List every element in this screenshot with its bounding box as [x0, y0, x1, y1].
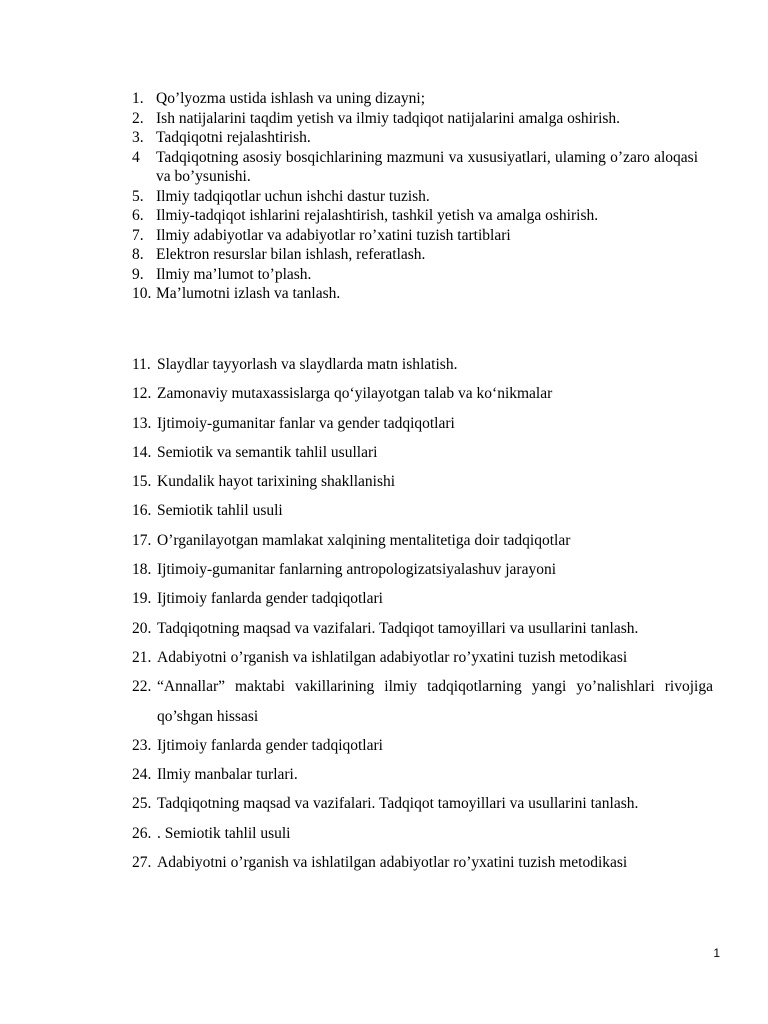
page-number: 1 [713, 946, 720, 960]
list-item [132, 848, 713, 877]
list-item-text: Qo’lyozma ustida ishlash va uning dizayni; [156, 90, 426, 107]
list-item-text: Kundalik hayot tarixining shakllanishi [157, 473, 396, 491]
list-item [132, 584, 713, 613]
list-item [132, 731, 713, 760]
list-item-text: Ilmiy-tadqiqot ishlarini rejalashtirish, tashkil yetish va amalga oshirish. [156, 207, 599, 224]
list-item-number: 27. [132, 854, 152, 872]
list-item [132, 148, 698, 187]
list-item-number: 17. [132, 531, 152, 549]
list-item [132, 265, 698, 285]
list-item-number: 18. [132, 561, 152, 579]
list-item-number: 12. [132, 385, 152, 403]
list-item-text: Ijtimoiy fanlarda gender tadqiqotlari [157, 736, 383, 754]
list-item-text: Semiotik tahlil usuli [157, 502, 283, 520]
topic-list-spaced [132, 350, 713, 877]
list-item-number: 15. [132, 473, 152, 491]
list-item [132, 409, 713, 438]
list-item-text: Zamonaviy mutaxassislarga qo‘yilayotgan talab va ko‘nikmalar [157, 385, 553, 403]
list-item [132, 128, 698, 148]
list-item [132, 109, 698, 129]
list-item-text: Adabiyotni o’rganish va ishlatilgan adabiyotlar ro’yxatini tuzish metodikasi [157, 648, 628, 666]
list-item-text: Tadqiqotning maqsad va vazifalari. Tadqiqot tamoyillari va usullarini tanlash. [157, 795, 639, 813]
list-item-number: 2. [132, 109, 144, 127]
list-item-text: Slaydlar tayyorlash va slaydlarda matn ishlatish. [157, 356, 458, 373]
list-item [132, 438, 713, 467]
list-item-number: 22. [132, 678, 152, 696]
list-item-number: 4 [132, 148, 140, 166]
list-item-text: Ijtimoiy fanlarda gender tadqiqotlari [157, 590, 383, 608]
list-item [132, 496, 713, 525]
list-item-number: 7. [132, 226, 144, 244]
list-item-number: 9. [132, 265, 144, 283]
list-item-text: Tadqiqotning asosiy bosqichlarining mazmuni va xususiyatlari, ulaming o’zaro aloqasi va bo’ysunishi. [156, 148, 698, 185]
list-item-text: Ilmiy adabiyotlar va adabiyotlar ro’xatini tuzish tartiblari [156, 226, 511, 244]
list-item-number: 10. [132, 285, 152, 302]
list-item-number: 19. [132, 590, 152, 608]
list-item-text: Ilmiy tadqiqotlar uchun ishchi dastur tuzish. [156, 187, 430, 205]
list-item-text: Elektron resurslar bilan ishlash, referatlash. [156, 246, 426, 263]
list-item-number: 3. [132, 129, 144, 146]
list-item-text: Ijtimoiy-gumanitar fanlarning antropologizatsiyalashuv jarayoni [157, 561, 557, 579]
list-item-text: Tadqiqotning maqsad va vazifalari. Tadqiqot tamoyillari va usullarini tanlash. [157, 619, 639, 637]
list-item-text: O’rganilayotgan mamlakat xalqining mentalitetiga doir tadqiqotlar [157, 531, 571, 549]
list-item-number: 26. [132, 824, 152, 842]
list-item [132, 555, 713, 584]
list-item [132, 526, 713, 555]
list-item-number: 14. [132, 443, 152, 461]
list-item [132, 89, 698, 109]
list-item-text: Adabiyotni o’rganish va ishlatilgan adabiyotlar ro’yxatini tuzish metodikasi [157, 854, 628, 872]
list-item-number: 25. [132, 795, 152, 813]
list-item [132, 672, 713, 731]
list-item-number: 21. [132, 648, 152, 666]
list-item-number: 16. [132, 502, 152, 520]
list-item-text: Ish natijalarini taqdim yetish va ilmiy tadqiqot natijalarini amalga oshirish. [156, 109, 621, 127]
list-item [132, 789, 713, 818]
list-item-number: 24. [132, 766, 152, 784]
list-item [132, 643, 713, 672]
list-item-number: 5. [132, 187, 144, 205]
list-item-text: Ijtimoiy-gumanitar fanlar va gender tadqiqotlari [157, 414, 455, 432]
list-item-number: 11. [132, 356, 151, 373]
list-item [132, 819, 713, 848]
list-item-text: Ilmiy manbalar turlari. [157, 766, 298, 784]
list-item [132, 350, 713, 379]
list-item [132, 467, 713, 496]
list-item [132, 760, 713, 789]
topic-list-compact [132, 89, 698, 304]
list-item-number: 1. [132, 90, 144, 107]
list-item [132, 187, 698, 207]
list-item-text: “Annallar” maktabi vakillarining ilmiy tadqiqotlarning yangi yo’nalishlari rivojiga qo’shgan hissasi [157, 678, 713, 725]
list-item [132, 245, 698, 265]
list-item-text: Semiotik va semantik tahlil usullari [157, 443, 378, 461]
list-item [132, 284, 698, 304]
list-item-text: Ilmiy ma’lumot to’plash. [156, 265, 312, 283]
list-item [132, 379, 713, 408]
list-item [132, 226, 698, 246]
list-item-text: Ma’lumotni izlash va tanlash. [156, 285, 341, 302]
list-item-number: 13. [132, 414, 152, 432]
list-item [132, 614, 713, 643]
list-item-number: 20. [132, 619, 152, 637]
list-item-number: 23. [132, 736, 152, 754]
list-item-text: Tadqiqotni rejalashtirish. [156, 129, 311, 146]
list-item-number: 6. [132, 207, 144, 224]
list-item [132, 206, 698, 226]
list-item-text: . Semiotik tahlil usuli [157, 824, 291, 842]
list-item-number: 8. [132, 246, 144, 263]
